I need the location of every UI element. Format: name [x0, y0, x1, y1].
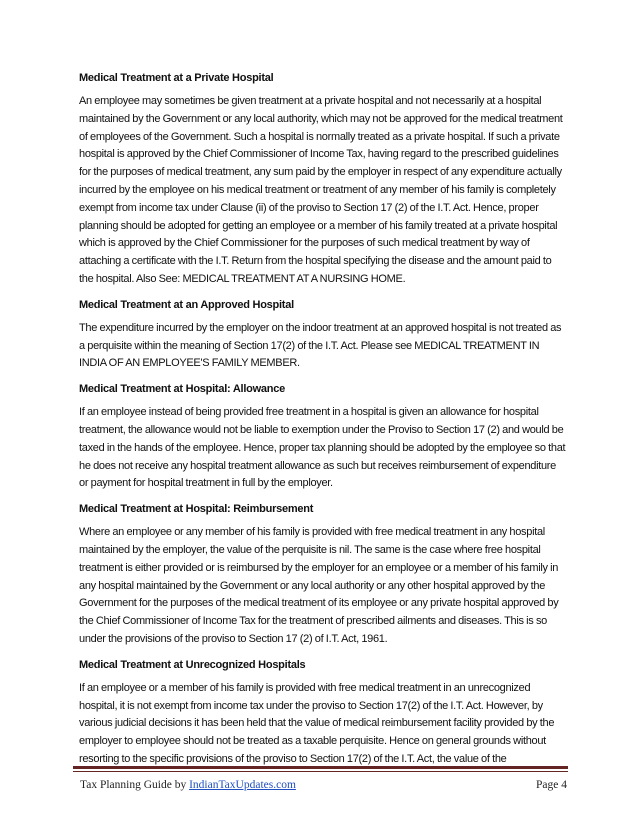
- section-body-hospital-allowance: If an employee instead of being provided free treatment in a hospital is given an allowance for hospital treatment, the allowance would not be liable to exemption under the Proviso to Section 17 (2) and would be taxed in the hands of the employee. Hence, proper tax planning should be adopted by the employee so that he does not receive any hospital treatment allowance as such but receives reimbursement of expenditure or payment for hospital treatment in full by the employer.: [79, 406, 566, 490]
- footer-divider-thick: [73, 766, 568, 769]
- section-heading-approved-hospital: Medical Treatment at an Approved Hospital: [79, 298, 294, 311]
- document-body: [79, 69, 567, 776]
- page-number: Page 4: [536, 779, 567, 791]
- section-heading-hospital-reimbursement: Medical Treatment at Hospital: Reimbursement: [79, 503, 314, 516]
- section-body-hospital-reimbursement: Where an employee or any member of his family is provided with free medical treatment in any hospital maintained by the employer, the value of the perquisite is nil. The same is the case where free hospital treatment is either provided or is reimbursed by the employer for an employee or a member of his family in any hospital maintained by the Government or any local authority or any other hospital approved by the Government for the purposes of the medical treatment of its employee or any private hospital approved by the Chief Commissioner of Income Tax for the treatment of prescribed ailments and diseases. This is so under the provisions of the proviso to Section 17 (2) of I.T. Act, 1961.: [79, 526, 559, 645]
- section-heading-private-hospital: Medical Treatment at a Private Hospital: [79, 72, 274, 84]
- page-footer: [80, 779, 567, 791]
- footer-site-link[interactable]: IndianTaxUpdates.com: [189, 779, 296, 791]
- section-heading-unrecognized-hospitals: Medical Treatment at Unrecognized Hospitals: [79, 658, 306, 671]
- section-heading-hospital-allowance: Medical Treatment at Hospital: Allowance: [79, 383, 285, 396]
- section-body-private-hospital: An employee may sometimes be given treatment at a private hospital and not necessarily at a hospital maintained by the Government or any local authority, which may not be approved for the medical treatment of employees of the Government. Such a hospital is normally treated as a private hospital. If such a private hospital is approved by the Chief Commissioner of Income Tax, having regard to the prescribed guidelines for the purposes of medical treatment, any sum paid by the employer in respect of any expenditure actually incurred by the employee on his medical treatment or treatment of any member of his family is completely exempt from income tax under Clause (ii) of the proviso to Section 17 (2) of the I.T. Act. Hence, proper planning should be adopted for getting an employee or a member of his family treated at a private hospital which is approved by the Chief Commissioner for the purposes of such medical treatment by way of attaching a certificate with the I.T. Return from the hospital specifying the disease and the amount paid to the hospital. Also See: MEDICAL TREATMENT AT A NURSING HOME.: [79, 95, 563, 285]
- section-body-approved-hospital: The expenditure incurred by the employer on the indoor treatment at an approved hospital is not treated as a perquisite within the meaning of Section 17(2) of the I.T. Act. Please see MEDICAL TREATMENT IN INDIA OF AN EMPLOYEE'S FAMILY MEMBER.: [79, 321, 562, 370]
- footer-prefix: Tax Planning Guide by: [80, 779, 190, 791]
- section-body-unrecognized-hospitals: If an employee or a member of his family is provided with free medical treatment in an unrecognized hospital, it is not exempt from income tax under the proviso to Section 17(2) of the I.T. Act. However, by various judicial decisions it has been held that the value of medical reimbursement facility provided by the employer to employee should not be treated as a taxable perquisite. Hence on general grounds without resorting to the specific provisions of the proviso to Section 17(2) of the I.T. Act, the value of the: [79, 681, 555, 765]
- footer-divider-thin: [73, 771, 568, 772]
